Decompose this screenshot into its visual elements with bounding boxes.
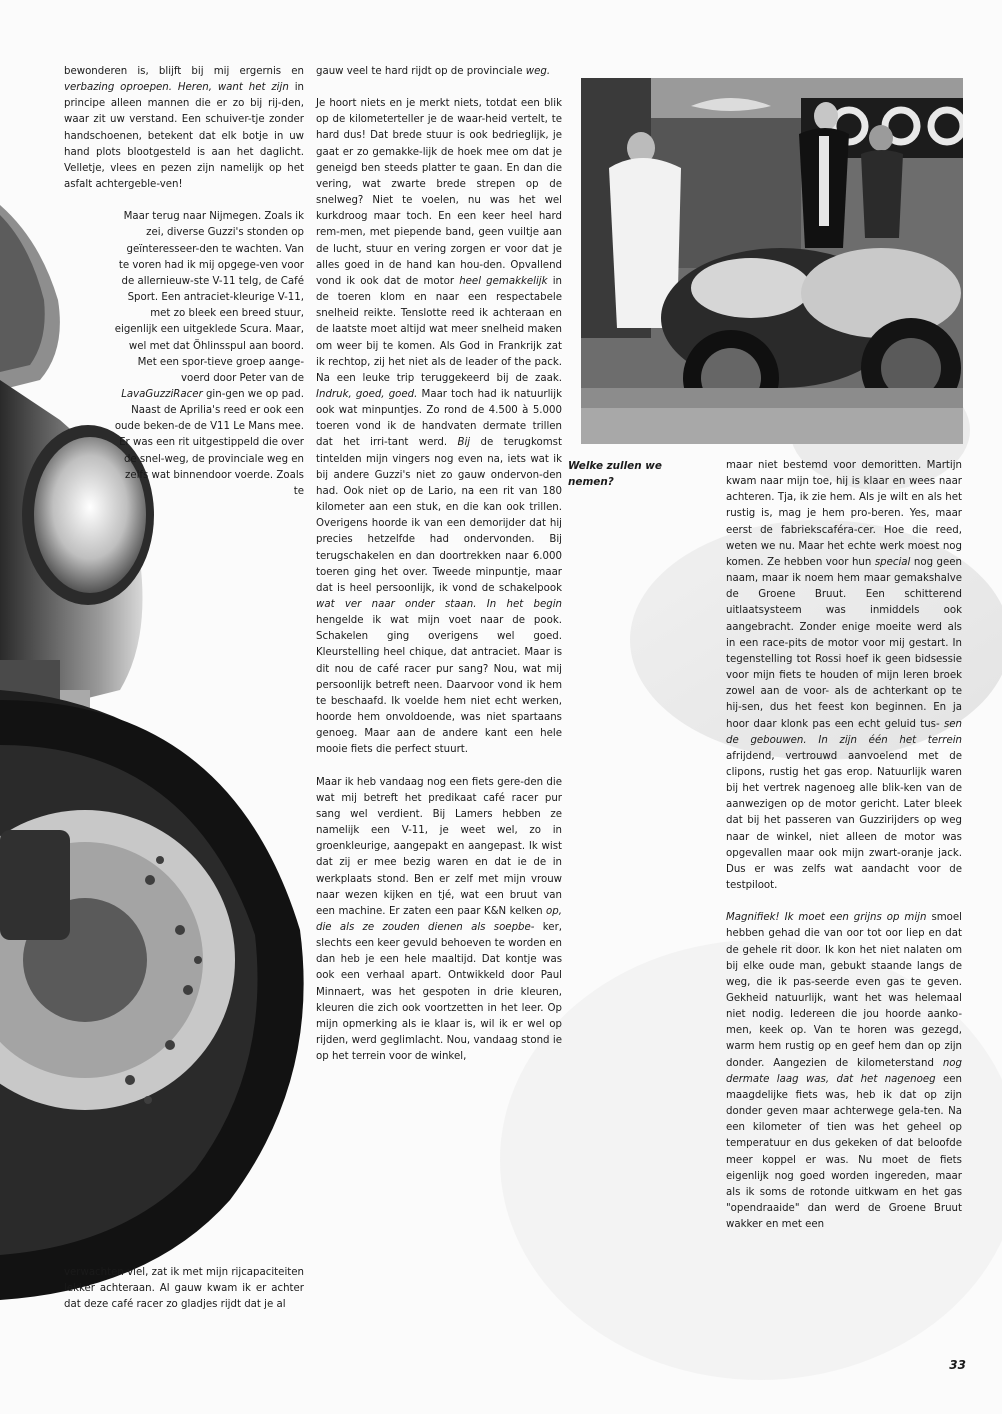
- col2-p2-emphasis-4: wat ver naar onder staan. In het begin: [316, 599, 562, 610]
- col3-paragraph-2: [726, 910, 962, 1233]
- col2-p3-emphasis: op, die als ze zouden dienen als soepbe-: [316, 905, 562, 933]
- col2-p2-b: in de toeren klom en naar een respectabele snelheid reikte. Tenslotte reed ik achteraan en de laatste moet altijd wat meer snelheid maken om weer bij te komen. Als God in Frankrijk zat ik rechtop, zij het niet als de leader of the pack. Na een leuke trip teruggekeerd bij de zaak.: [316, 275, 562, 384]
- col3-p2-emphasis-2: nog dermate laag was, dat het nagenoeg: [726, 1057, 962, 1085]
- col1-p2-a: Maar terug naar Nijmegen. Zoals ik zei, diverse Guzzi's stonden op geïnteresseer-den te wachten. Van te voren had ik mij opgege-ven voor de allernieuw-ste V-11 telg, de Café Sport. Een antraciet-kleurige V-11, met zo bleek een breed stuur, eigenlijk een uitgeklede Scura. Maar, wel met dat Öhlinsspul aan boord. Met een spor-tieve groep aange-voerd door Peter van de: [114, 211, 304, 384]
- col1-intro-c: in principe alleen mannen die er zo bij rij-den, waar zit uw verstand. Een schuiver-tje zonder handschoenen, betekent dat elk botje in uw hand plots blootgesteld is aan het daglicht. Velletje, vlees en pezen zijn namelijk op het asfalt achtergeble-ven!: [64, 82, 304, 191]
- col1-p2-emphasis: LavaGuzziRacer: [121, 388, 203, 400]
- col1-bottom-paragraph: verwachten viel, zat ik met mijn rijcapaciteiten lekker achteraan. Al gauw kwam ik er achter dat deze café racer zo gladjes rijdt dat je al: [64, 1267, 304, 1311]
- col1-intro: [64, 64, 304, 193]
- col1-intro-a: bewonderen is, blijft bij mij ergernis en: [64, 66, 304, 77]
- col2-p2-emphasis-3: Bij: [457, 437, 471, 449]
- col2-p2-e: hengelde ik wat mijn voet naar de pook. Schakelen ging overigens wel goed. Kleurstelling heel chique, dat antraciet. Maar is dit nou de café racer pur sang? Nou, wat mij persoonlijk betreft neen. Daarvoor vond ik hem te beschaafd. Ik voelde hem niet echt werken, hoorde hem onvoldoende, was niet spartaans genoeg. Maar aan de andere kant een hele mooie fiets die perfect stuurt.: [316, 615, 562, 756]
- col2-p2-emphasis-2: Indruk, goed, goed.: [316, 388, 418, 400]
- col3-paragraph-1: [726, 458, 962, 894]
- col2-p1-a: gauw veel te hard rijdt op de provinciale: [316, 66, 523, 77]
- col2-paragraph-3: [316, 775, 562, 1066]
- col3-p1-emphasis: special: [874, 556, 911, 568]
- col1-intro-emphasis: verbazing oproepen. Heren, want het zijn: [64, 82, 289, 94]
- col2-paragraph-1: [316, 64, 562, 80]
- article-column-1: [64, 64, 304, 500]
- col3-p1-a: maar niet bestemd voor demoritten. Martijn kwam naar mijn toe, hij is klaar en wees naar achteren. Tja, ik zie hem. Als je wilt en als het rustig is, mag je hem pro-beren. Yes, maar eerst de fabriekscaféra-cer. Hoe die reed, weten we nu. Maar het echte werk moest nog komen. Ze hebben voor hun: [726, 460, 962, 568]
- page-number: 33: [949, 1358, 966, 1372]
- motorcycles-photo: [581, 78, 963, 444]
- col3-p2-a: smoel hebben gehad die van oor tot oor liep en dat de gehele rit door. Ik kon het niet nalaten om bij elke oude man, gebukt staande langs de weg, die ik pas-seerde even gas te geven. Gekheid natuurlijk, want het was helemaal niet nodig. Iedereen die jou hoorde aanko-men, keek op. Van te horen was gezegd, warm hem rustig op en geef hem dan op zijn donder. Aangezien de kilometerstand: [726, 912, 962, 1069]
- col2-paragraph-2: [316, 96, 562, 758]
- col2-p3-a: Maar ik heb vandaag nog een fiets gere-den die wat mij betreft het predikaat café racer pur sang wel verdient. Bij Lamers hebben ze namelijk een V-11, je weet wel, zo in groenkleurige, aangepakt en aangepast. Ik wist dat zij er mee bezig waren en dat ie de in werkplaats stond. Ben er zelf met mijn vrouw naar wezen kijken en tjé, wat een bruut van een machine. Er zaten een paar K&N kelken: [316, 776, 562, 917]
- photo-motorcycles-image: [581, 78, 963, 444]
- article-column-1-bottom: [64, 1265, 304, 1313]
- col3-p2-b: een maagdelijke fiets was, heb ik dat op zijn donder geven maar achterwege gela-ten. Na een kilometer of tien was het geheel op temperatuur en dus gekeken of dat beloofde meer koppel er was. Nu moet de fiets eigenlijk nog goed worden ingereden, maar als ik soms de rotonde uitkwam en het gas "opendraaide" dan werd de Groene Bruut wakker en met een: [726, 1073, 962, 1231]
- photo-caption: Welke zullen we nemen?: [568, 460, 662, 488]
- col2-p2-emphasis: heel gemakkelijk: [459, 275, 548, 287]
- col2-p2-d: de terugkomst tintelden mijn vingers nog even na, iets wat ik bij andere Guzzi's niet zo gauw ondervon-den had. Ook niet op de Lario, na een rit van 180 kilometer aan een stuk, en die kan ook trillen. Overigens hoorde ik van een demorijder dat hij precies hetzelfde had ondervonden. Bij terugschakelen en dan doortrekken naar 6.000 toeren ging het over. Tweede minpuntje, maar dat is heel persoonlijk, ik vond de schakelpook: [316, 437, 562, 594]
- col1-p2-b: gin-gen we op pad. Naast de Aprilia's reed er ook een oude beken-de de V11 Le Mans mee. Er was een rit uitgestippeld die over de snel-weg, de provinciale weg en zelfs wat binnendoor voerde. Zoals te: [114, 388, 304, 497]
- col2-p2-c: Maar toch had ik natuurlijk ook wat minpuntjes. Zo rond de 4.500 à 5.000 toeren vond ik de handvaten dermate trillen dat het irri-tant werd.: [316, 388, 562, 449]
- col2-p1-emphasis: weg.: [525, 66, 551, 77]
- col2-p3-b: ker, slechts een keer gevuld behoeven te worden en dan heb je een hele maaltijd. Dat kontje was ook een verhaal apart. Ontwikkeld door Paul Minnaert, was het gespoten in drie kleuren, kleuren die zich ook voortzetten in het leer. Op mijn opmerking als ie klaar is, wil ik er wel op rijden, werd geglimlacht. Nou, vandaag stond ie op het terrein voor de winkel,: [316, 921, 562, 1063]
- col3-p1-emphasis-2: sen de gebouwen. In zijn één het terrein: [726, 718, 962, 746]
- article-column-3: [726, 458, 962, 1233]
- col3-p2-emphasis: Magnifiek! Ik moet een grijns op mijn: [726, 912, 927, 924]
- col2-p2-a: Je hoort niets en je merkt niets, totdat een blik op de kilometerteller je de waar-heid vertelt, te hard dus! Dat brede stuur is ook bedrieglijk, je gaat er zo gemakke-lijk de hoek mee om dat je geneigd ben steeds platter te gaan. En dan die vering, wat zwarte brede strepen op de snelweg? Niet te voelen, nu was het wel kurkdroog maar toch. En een keer heel hard rem-men, met piepende band, geen vuiltje aan de lucht, stuur en vering zorgen er voor dat je alles goed in de hand kan hou-den. Opvallend vond ik ook dat de motor: [316, 98, 562, 287]
- col3-p1-b: nog geen naam, maar ik noem hem maar gemakshalve de Groene Bruut. Een schitterend uitlaatsysteem was inmiddels ook aangebracht. Zonder enige moeite werd als in een race-pits de motor voor mij gestart. In tegenstelling tot Rossi hoef ik geen bidsessie voor mijn fiets te houden of mijn leren broek zowel aan de voor- als de achterkant op te hij-sen, dus het feest kon beginnen. En ja hoor daar klonk pas een echt geluid tus-: [726, 556, 962, 730]
- col3-p1-c: afrijdend, vertrouwd aanvoelend met de clipons, rustig het gas erop. Natuurlijk waren bij het vertrek nagenoeg alle blik-ken van de aanwezigen op de motor gericht. Later bleek dat bij het passeren van Guzzirijders op weg naar de winkel, niet alleen de motor was opgevallen maar ook mijn zwart-oranje jack. Dus er was zelfs wat aandacht voor de testpiloot.: [726, 750, 962, 892]
- article-column-2: [316, 64, 562, 1065]
- col1-paragraph-2: [64, 209, 304, 500]
